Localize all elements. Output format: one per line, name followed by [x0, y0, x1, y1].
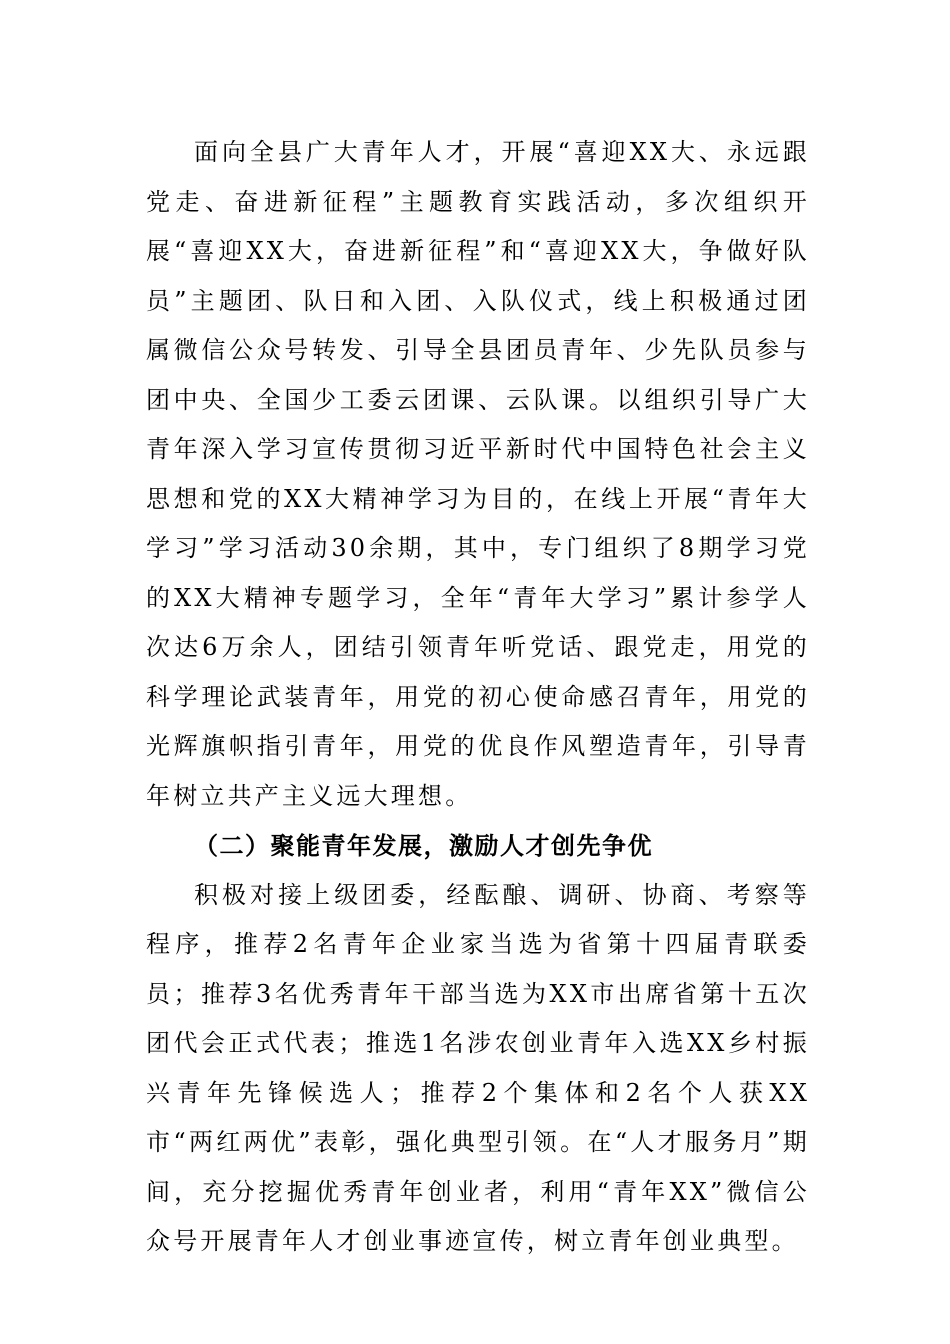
section-heading-2: （二）聚能青年发展，激励人才创先争优 — [194, 831, 653, 860]
body-paragraph-youth-education: 面向全县广大青年人才，开展“喜迎XX大、永远跟党走、奋进新征程”主题教育实践活动，多次组织开展“喜迎XX大，奋进新征程”和“喜迎XX大，争做好队员”主题团、队日和入团、入队仪式，线上积极通过团属微信公众号转发、引导全县团员青年、少先队员参与团中央、全国少工委云团课、云队课。以组织引导广大青年深入学习宣传贯彻习近平新时代中国特色社会主义思想和党的XX大精神学习为目的，在线上开展“青年大学习”学习活动30余期，其中，专门组织了8期学习党的XX大精神专题学习，全年“青年大学习”累计参学人次达6万余人，团结引领青年听党话、跟党走，用党的科学理论武装青年，用党的初心使命感召青年，用党的光辉旗帜指引青年，用党的优良作风塑造青年，引导青年树立共产主义远大理想。 — [146, 138, 810, 810]
document-page — [146, 128, 810, 1267]
body-paragraph-talent-recommendation: 积极对接上级团委，经酝酿、调研、协商、考察等程序，推荐2名青年企业家当选为省第十四届青联委员；推荐3名优秀青年干部当选为XX市出席省第十五次团代会正式代表；推选1名涉农创业青年入选XX乡村振兴青年先锋候选人；推荐2个集体和2名个人获XX市“两红两优”表彰，强化典型引领。在“人才服务月”期间，充分挖掘优秀青年创业者，利用“青年XX”微信公众号开展青年人才创业事迹宣传，树立青年创业典型。 — [146, 880, 810, 1255]
